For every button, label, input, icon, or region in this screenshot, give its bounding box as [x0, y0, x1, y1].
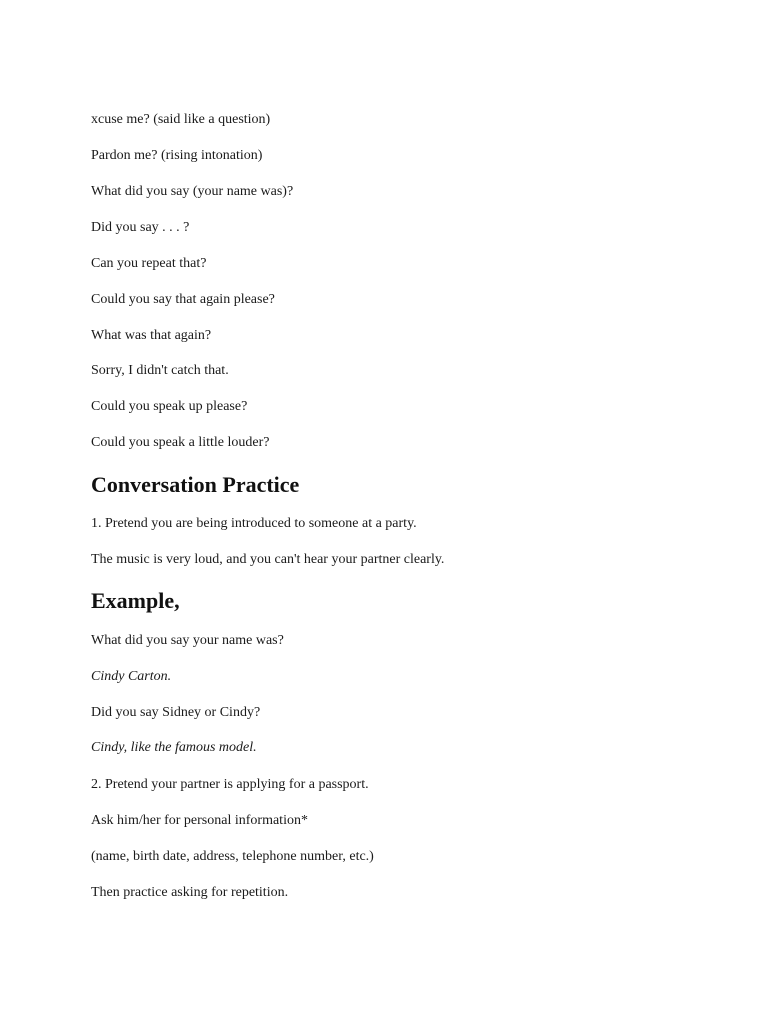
phrase-line: What was that again? [91, 328, 212, 343]
task-2-line: Then practice asking for repetition. [91, 885, 289, 900]
task-2-instruction: 2. Pretend your partner is applying for a passport. [91, 777, 369, 792]
example-question: What did you say your name was? [91, 633, 284, 648]
task-2-line: Ask him/her for personal information* [91, 813, 308, 828]
task-2-line: (name, birth date, address, telephone number, etc.) [91, 849, 374, 864]
task-1-detail: The music is very loud, and you can't hear your partner clearly. [91, 552, 445, 567]
phrase-line: Did you say . . . ? [91, 220, 190, 235]
example-question: Did you say Sidney or Cindy? [91, 705, 261, 720]
phrase-line: xcuse me? (said like a question) [91, 112, 271, 127]
phrase-line: Sorry, I didn't catch that. [91, 363, 229, 378]
phrase-line: Pardon me? (rising intonation) [91, 148, 263, 163]
conversation-practice-heading: Conversation Practice [91, 472, 300, 497]
phrase-line: Could you speak a little louder? [91, 435, 270, 450]
task-1-instruction: 1. Pretend you are being introduced to someone at a party. [91, 516, 417, 531]
phrase-line: Could you say that again please? [91, 292, 275, 307]
phrase-line: Could you speak up please? [91, 399, 248, 414]
example-answer: Cindy, like the famous model. [91, 740, 257, 755]
example-heading: Example, [91, 588, 180, 613]
example-answer: Cindy Carton. [91, 669, 172, 684]
phrase-line: Can you repeat that? [91, 256, 207, 271]
phrase-line: What did you say (your name was)? [91, 184, 294, 199]
